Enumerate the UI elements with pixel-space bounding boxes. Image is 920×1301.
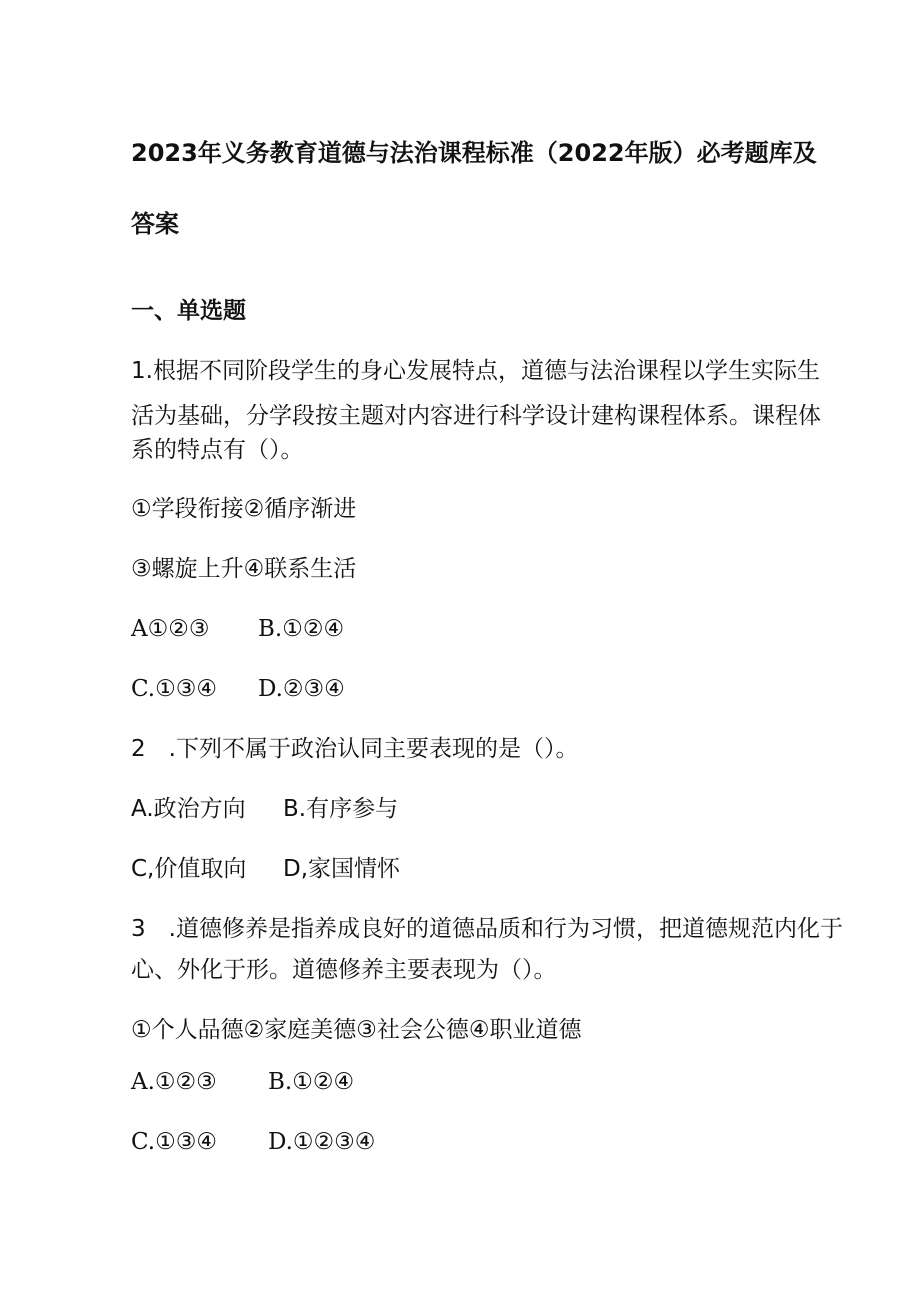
question-2-option-b: B.有序参与 <box>283 796 399 822</box>
question-3-stem-line-1: 3 .道德修养是指养成良好的道德品质和行为习惯，把道德规范内化于 <box>131 916 843 942</box>
section-heading: 一、单选题 <box>131 298 246 324</box>
question-2-option-d: D,家国情怀 <box>283 856 401 882</box>
question-3-option-c: C.①③④ <box>131 1129 217 1155</box>
question-1-statement-2: ③螺旋上升④联系生活 <box>131 556 357 582</box>
question-1-option-c: C.①③④ <box>131 676 217 702</box>
question-3-option-a: A.①②③ <box>131 1069 217 1095</box>
question-3-option-d: D.①②③④ <box>268 1129 376 1155</box>
question-3-stem-line-2: 心、外化于形。道德修养主要表现为（）。 <box>131 957 557 983</box>
question-2-option-a: A.政治方向 <box>131 796 246 822</box>
question-2-stem-line-1: 2 .下列不属于政治认同主要表现的是（）。 <box>131 736 579 762</box>
question-1-stem-line-1: 1.根据不同阶段学生的身心发展特点，道德与法治课程以学生实际生 <box>131 358 820 384</box>
question-1-option-d: D.②③④ <box>258 676 345 702</box>
question-3-statement-1: ①个人品德②家庭美德③社会公德④职业道德 <box>131 1017 582 1043</box>
question-3-option-b: B.①②④ <box>268 1069 355 1095</box>
document-title-line-1: 2023年义务教育道德与法治课程标准（2022年版）必考题库及 <box>131 139 817 167</box>
question-2-option-c: C,价值取向 <box>131 856 247 882</box>
question-1-option-a: A①②③ <box>131 616 210 642</box>
question-1-stem-line-3: 系的特点有（）。 <box>131 437 304 463</box>
question-1-statement-1: ①学段衔接②循序渐进 <box>131 496 357 522</box>
question-1-stem-line-2: 活为基础，分学段按主题对内容进行科学设计建构课程体系。课程体 <box>131 403 821 429</box>
document-title-line-2: 答案 <box>131 210 179 238</box>
question-1-option-b: B.①②④ <box>258 616 345 642</box>
